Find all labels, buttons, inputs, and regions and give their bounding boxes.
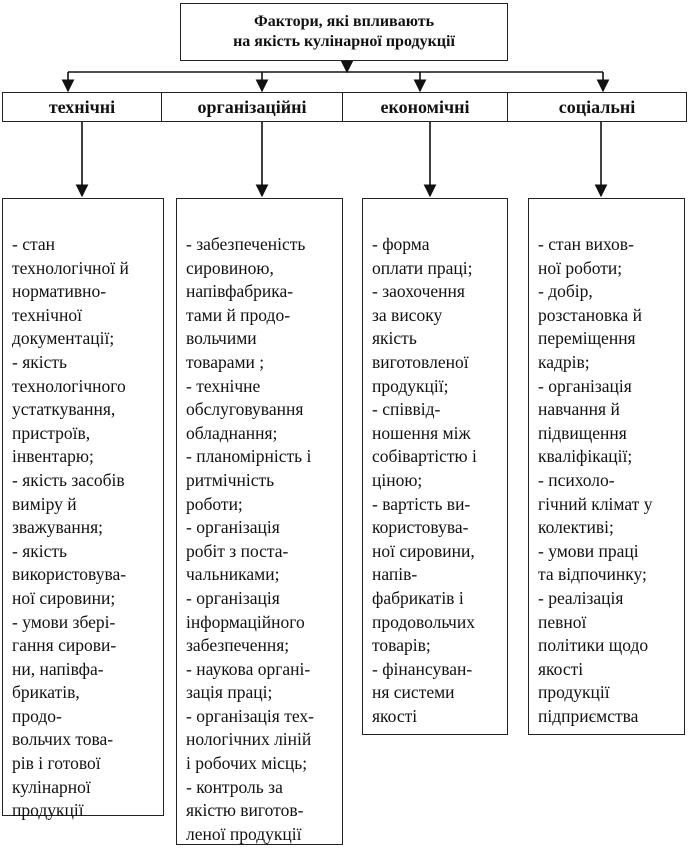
factor-line: ної сировини, — [372, 540, 475, 561]
factor-line: - психоло- — [538, 469, 615, 490]
factor-line: зація праці; — [186, 682, 273, 703]
title-box — [180, 3, 508, 61]
factor-list-economic — [362, 198, 508, 735]
factor-line: собівартістю і — [372, 446, 477, 467]
factor-line: - технічне — [186, 375, 261, 396]
factor-line: обслуговування — [186, 399, 304, 420]
factor-line: вольчих това- — [12, 729, 114, 750]
title-line-2: на якість кулінарної продукції — [233, 33, 455, 50]
factor-line: інвентарю; — [12, 446, 94, 467]
factor-line: - умови збері- — [12, 611, 116, 632]
factor-line: - форма — [372, 234, 430, 254]
factor-line: - якість — [12, 540, 68, 561]
factor-line: сировиною, — [186, 257, 274, 278]
factor-line: - забезпеченість — [186, 234, 306, 254]
factor-line: ціною; — [372, 469, 423, 490]
factor-list-social — [528, 198, 685, 735]
factor-line: вольчими — [186, 328, 257, 349]
category-label: соціальні — [558, 96, 636, 117]
factor-line: нологічних ліній — [186, 729, 312, 750]
factor-line: - заохочення — [372, 281, 465, 302]
factor-line: рів і готової — [12, 753, 101, 774]
title-line-1: Фактори, які впливають — [253, 13, 435, 30]
factor-line: якість — [372, 328, 417, 349]
factor-line: обладнання; — [186, 422, 278, 443]
factor-line: продукції — [12, 800, 84, 821]
factor-line: технічної — [12, 304, 82, 325]
category-label: економічні — [380, 96, 470, 117]
factor-line: ни, напівфа- — [12, 658, 104, 679]
category-box-organizational — [161, 92, 343, 122]
factor-line: - вартість ви- — [372, 493, 471, 514]
factor-line: і робочих місць; — [186, 753, 308, 774]
factor-line: технологічної й — [12, 257, 129, 278]
factor-line: чальниками; — [186, 564, 280, 585]
factor-line: гання сирови- — [12, 635, 117, 656]
factor-line: підвищення — [538, 422, 627, 443]
factor-line: кадрів; — [538, 351, 590, 372]
factor-line: тами й продо- — [186, 304, 291, 325]
factor-line: ношення між — [372, 422, 471, 443]
factor-line: - якість — [12, 351, 68, 372]
factor-line: розстановка й — [538, 304, 642, 325]
factor-line: виготовленої — [372, 351, 469, 372]
factor-line: нормативно- — [12, 281, 107, 302]
category-label: організаційні — [197, 96, 307, 117]
factor-line: - якість засобів — [12, 469, 125, 490]
factor-line: пристроїв, — [12, 422, 91, 443]
factor-line: кваліфікації; — [538, 446, 633, 467]
factor-line: певної — [538, 611, 587, 632]
category-label: технічні — [48, 96, 116, 117]
factor-line: - планомірність і — [186, 446, 312, 467]
factor-line: фабрикатів і — [372, 587, 464, 608]
factor-line: продовольчих — [372, 611, 475, 632]
factor-line: інформаційного — [186, 611, 305, 632]
factor-line: колективі; — [538, 517, 614, 538]
factor-line: леної продукції — [186, 823, 302, 844]
factor-line: переміщення — [538, 328, 636, 349]
factor-line: ритмічність — [186, 469, 275, 490]
factor-line: забезпечення; — [186, 635, 290, 656]
factor-line: виміру й — [12, 493, 77, 514]
factor-line: - умови праці — [538, 540, 639, 561]
factor-line: якості — [538, 658, 584, 679]
factor-line: підприємства — [538, 705, 639, 726]
factor-line: навчання й — [538, 399, 620, 420]
factor-line: - організація — [186, 587, 280, 608]
category-box-social — [507, 92, 687, 122]
factor-line: - співвід- — [372, 399, 441, 420]
factor-list-organizational — [176, 198, 343, 845]
factor-line: кулінарної — [12, 776, 91, 797]
factor-line: технологічного — [12, 375, 126, 396]
factor-line: - реалізація — [538, 587, 624, 608]
factor-line: напів- — [372, 564, 418, 585]
factor-line: та відпочинку; — [538, 564, 647, 585]
factor-line: продукції; — [372, 375, 449, 396]
factor-line: - контроль за — [186, 776, 283, 797]
factor-line: за високу — [372, 304, 443, 325]
factor-line: політики щодо — [538, 635, 649, 656]
factor-line: якості — [372, 705, 418, 726]
factor-line: зважування; — [12, 517, 103, 538]
factor-line: товарів; — [372, 635, 431, 656]
factor-line: устаткування, — [12, 399, 116, 420]
factor-line: продо- — [12, 705, 62, 726]
factor-line: користовува- — [372, 517, 469, 538]
factor-line: брикатів, — [12, 682, 80, 703]
factor-line: роботи; — [186, 493, 243, 514]
factor-line: - фінансуван- — [372, 658, 473, 679]
factor-line: - стан вихов- — [538, 234, 634, 254]
factor-line: - добір, — [538, 281, 593, 302]
factor-line: оплати праці; — [372, 257, 473, 278]
factor-line: якістю виготов- — [186, 800, 304, 821]
factor-line: - організація тех- — [186, 705, 314, 726]
factor-line: ня системи — [372, 682, 455, 703]
factor-line: напівфабрика- — [186, 281, 294, 302]
category-box-technical — [2, 92, 162, 122]
factor-line: товарами ; — [186, 351, 265, 372]
factor-line: використовува- — [12, 564, 127, 585]
factor-line: гічний клімат у — [538, 493, 653, 514]
factor-line: - організація — [186, 517, 280, 538]
factor-line: ної сировини; — [12, 587, 116, 608]
factor-list-technical — [2, 198, 164, 821]
factor-line: продукції — [538, 682, 610, 703]
factor-line: - стан — [12, 234, 55, 254]
factor-line: - організація — [538, 375, 632, 396]
factor-line: ної роботи; — [538, 257, 623, 278]
factor-line: робіт з поста- — [186, 540, 289, 561]
factor-line: документації; — [12, 328, 115, 349]
category-box-economic — [342, 92, 508, 122]
factor-line: - наукова органі- — [186, 658, 311, 679]
